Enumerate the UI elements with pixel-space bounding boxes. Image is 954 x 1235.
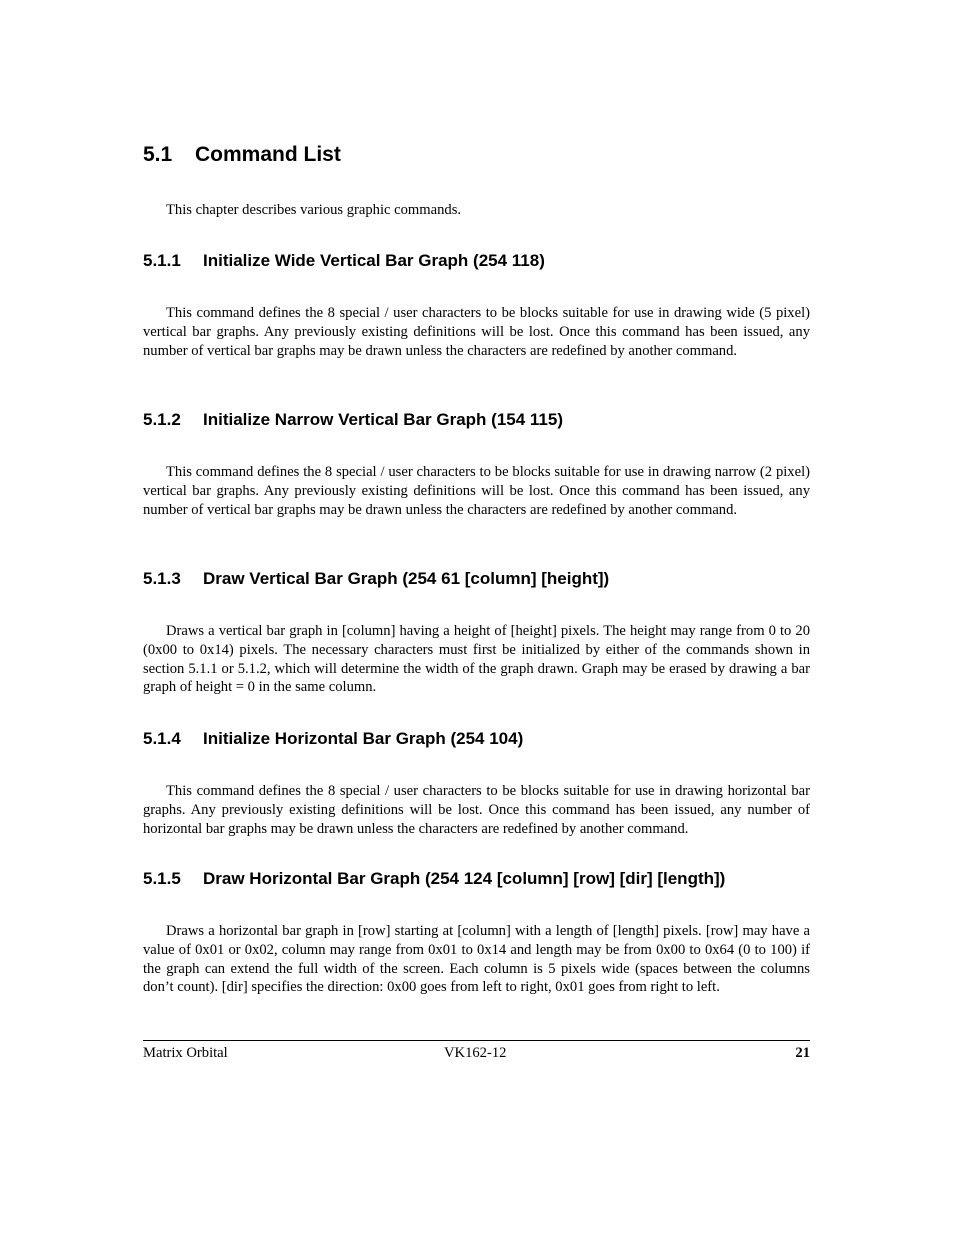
subsection-number: 5.1.3 bbox=[143, 569, 181, 588]
subsection-body: Draws a vertical bar graph in [column] having a height of [height] pixels. The height may range from 0 to 20 (0x00 to 0x14) pixels. The necessary characters must first be initialized by either of the commands shown in section 5.1.1 or 5.1.2, which will determine the width of the graph drawn. Graph may be erased by drawing a bar graph of height = 0 in the same column. bbox=[143, 623, 810, 696]
subsection-heading bbox=[143, 569, 810, 589]
subsection-number: 5.1.4 bbox=[143, 729, 181, 748]
section-title: Command List bbox=[195, 143, 341, 166]
subsection-body: This command defines the 8 special / user characters to be blocks suitable for use in drawing narrow (2 pixel) vertical bar graphs. Any previously existing definitions will be lost. Once this command has been issued, any number of vertical bar graphs may be drawn unless the characters are redefined by another command. bbox=[143, 464, 810, 518]
subsection-body: Draws a horizontal bar graph in [row] starting at [column] with a length of [length] pixels. [row] may have a value of 0x01 or 0x02, column may range from 0x01 to 0x14 and length may be from 0x00 to 0x64 (0 to 100) if the graph can extend the full width of the screen. Each column is 5 pixels wide (spaces between the columns don’t count). [dir] specifies the direction: 0x00 goes from left to right, 0x01 goes from right to left. bbox=[143, 923, 810, 996]
subsection-title: Initialize Wide Vertical Bar Graph (254 118) bbox=[203, 251, 545, 270]
subsection-body: This command defines the 8 special / user characters to be blocks suitable for use in drawing wide (5 pixel) vertical bar graphs. Any previously existing definitions will be lost. Once this command has been issued, any number of vertical bar graphs may be drawn unless the characters are redefined by another command. bbox=[143, 305, 810, 359]
subsection-heading bbox=[143, 869, 810, 889]
subsection-5-1-3 bbox=[143, 569, 810, 697]
section-intro: This chapter describes various graphic commands. bbox=[166, 202, 462, 218]
subsection-title: Draw Vertical Bar Graph (254 61 [column] [height]) bbox=[203, 569, 610, 588]
subsection-number: 5.1.2 bbox=[143, 410, 181, 429]
section-number: 5.1 bbox=[143, 143, 173, 166]
footer-model: VK162-12 bbox=[444, 1045, 507, 1061]
subsection-title: Initialize Horizontal Bar Graph (254 104) bbox=[203, 729, 524, 748]
footer-company: Matrix Orbital bbox=[143, 1045, 228, 1061]
section-heading bbox=[143, 143, 341, 167]
subsection-heading bbox=[143, 410, 810, 430]
footer-divider bbox=[143, 1040, 810, 1041]
subsection-5-1-1 bbox=[143, 251, 810, 360]
subsection-number: 5.1.5 bbox=[143, 869, 181, 888]
subsection-5-1-5 bbox=[143, 869, 810, 997]
subsection-heading bbox=[143, 729, 810, 749]
footer-page-number: 21 bbox=[795, 1045, 810, 1061]
subsection-5-1-4 bbox=[143, 729, 810, 838]
subsection-body: This command defines the 8 special / user characters to be blocks suitable for use in drawing horizontal bar graphs. Any previously existing definitions will be lost. Once this command has been issued, any number of horizontal bar graphs may be drawn unless the characters are redefined by another command. bbox=[143, 783, 810, 837]
subsection-title: Draw Horizontal Bar Graph (254 124 [column] [row] [dir] [length]) bbox=[203, 869, 726, 888]
subsection-heading bbox=[143, 251, 810, 271]
subsection-number: 5.1.1 bbox=[143, 251, 181, 270]
subsection-title: Initialize Narrow Vertical Bar Graph (154 115) bbox=[203, 410, 563, 429]
subsection-5-1-2 bbox=[143, 410, 810, 519]
